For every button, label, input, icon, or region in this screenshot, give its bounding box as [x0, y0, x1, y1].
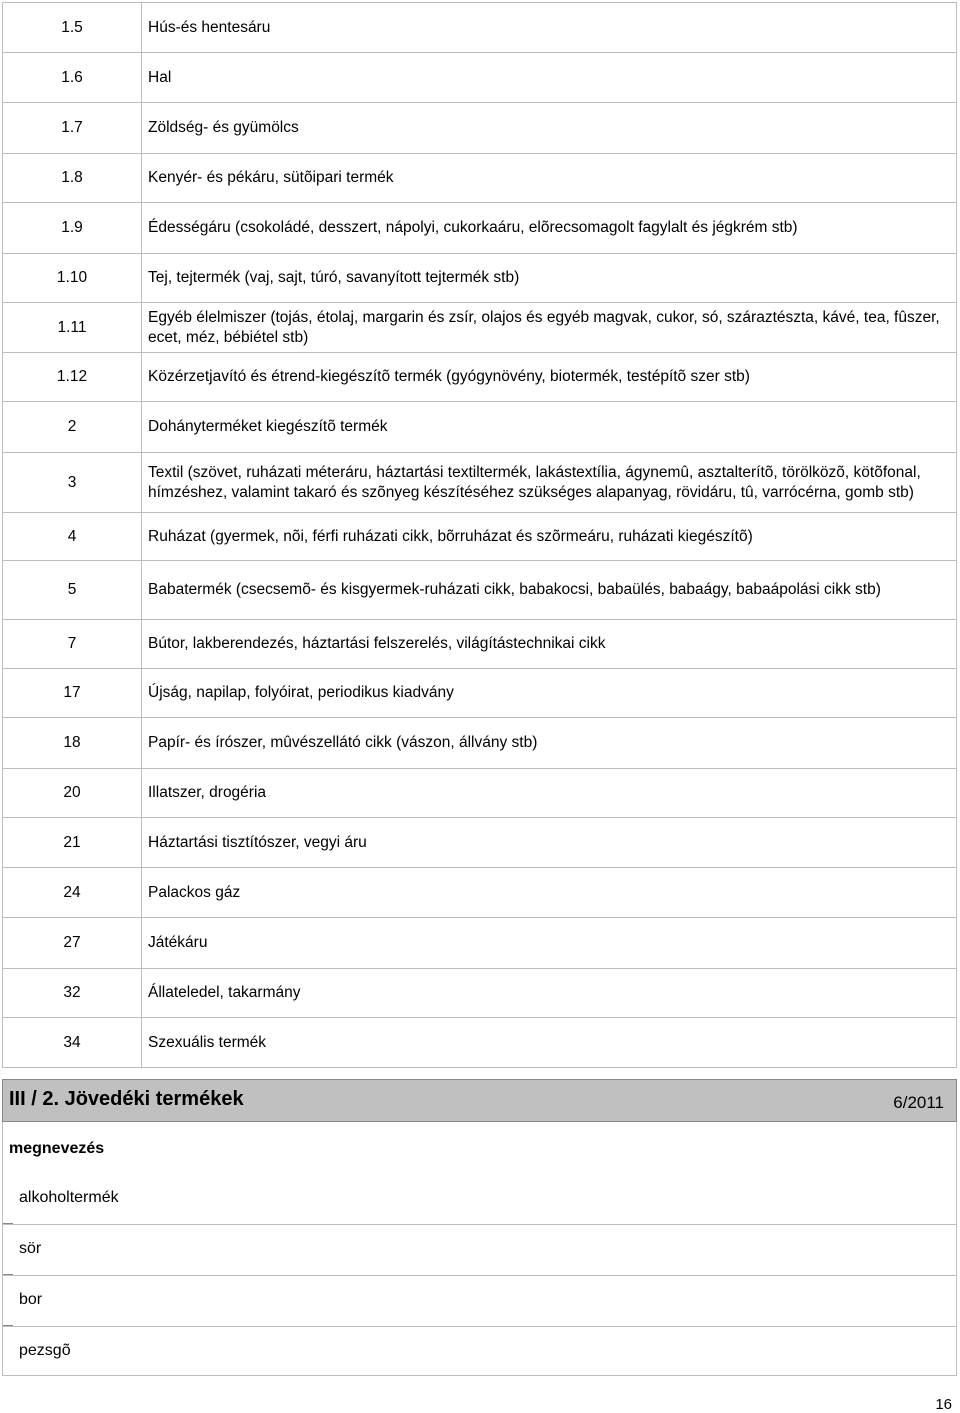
list-item — [3, 1224, 956, 1275]
table-row — [3, 53, 957, 103]
list-item-label: sör — [19, 1240, 42, 1257]
row-label: Babatermék (csecsemõ- és kisgyermek-ruházati cikk, babakocsi, babaülés, babaágy, babaápolási cikk stb) — [142, 561, 957, 620]
list-item-label: pezsgõ — [19, 1342, 71, 1359]
row-code: 1.6 — [3, 53, 142, 103]
row-code: 4 — [3, 513, 142, 561]
table-row — [3, 769, 957, 818]
row-marker — [3, 1325, 13, 1326]
row-code: 1.10 — [3, 254, 142, 303]
table-row — [3, 203, 957, 254]
table-row — [3, 353, 957, 402]
row-code: 24 — [3, 868, 142, 918]
table-row — [3, 103, 957, 154]
table-row — [3, 1018, 957, 1068]
table-row — [3, 818, 957, 868]
row-label: Ruházat (gyermek, nõi, férfi ruházati cikk, bõrruházat és szõrmeáru, ruházati kiegészítõ) — [142, 513, 957, 561]
row-code: 1.9 — [3, 203, 142, 254]
row-label: Háztartási tisztítószer, vegyi áru — [142, 818, 957, 868]
row-code: 3 — [3, 453, 142, 513]
table-row — [3, 303, 957, 353]
row-code: 27 — [3, 918, 142, 969]
row-label: Játékáru — [142, 918, 957, 969]
excise-products-list — [2, 1174, 957, 1376]
row-label: Illatszer, drogéria — [142, 769, 957, 818]
row-label: Kenyér- és pékáru, sütõipari termék — [142, 154, 957, 203]
table-row — [3, 868, 957, 918]
page-number: 16 — [935, 1396, 952, 1413]
row-code: 20 — [3, 769, 142, 818]
table-row — [3, 154, 957, 203]
row-label: Édességáru (csokoládé, desszert, nápolyi, cukorkaáru, elõrecsomagolt fagylalt és jégkrém stb) — [142, 203, 957, 254]
column-header-row — [2, 1122, 957, 1174]
row-code: 32 — [3, 969, 142, 1018]
table-row — [3, 254, 957, 303]
row-code: 7 — [3, 620, 142, 669]
table-row — [3, 513, 957, 561]
row-label: Szexuális termék — [142, 1018, 957, 1068]
product-category-table — [2, 2, 957, 1068]
section-header-bar — [2, 1079, 957, 1122]
row-marker — [3, 1274, 13, 1275]
row-label: Tej, tejtermék (vaj, sajt, túró, savanyított tejtermék stb) — [142, 254, 957, 303]
table-row — [3, 969, 957, 1018]
table-row — [3, 918, 957, 969]
row-code: 1.11 — [3, 303, 142, 353]
row-label: Bútor, lakberendezés, háztartási felszerelés, világítástechnikai cikk — [142, 620, 957, 669]
row-code: 17 — [3, 669, 142, 718]
list-item-label: bor — [19, 1291, 43, 1308]
list-item-label: alkoholtermék — [19, 1189, 119, 1206]
row-label: Hal — [142, 53, 957, 103]
row-label: Dohányterméket kiegészítõ termék — [142, 402, 957, 453]
row-code: 1.5 — [3, 3, 142, 53]
row-code: 21 — [3, 818, 142, 868]
row-label: Palackos gáz — [142, 868, 957, 918]
row-label: Hús-és hentesáru — [142, 3, 957, 53]
row-code: 18 — [3, 718, 142, 769]
table-row — [3, 3, 957, 53]
row-label: Állateledel, takarmány — [142, 969, 957, 1018]
row-label: Papír- és írószer, mûvészellátó cikk (vászon, állvány stb) — [142, 718, 957, 769]
column-header-label: megnevezés — [9, 1140, 105, 1157]
row-code: 5 — [3, 561, 142, 620]
table-row — [3, 561, 957, 620]
row-label: Textil (szövet, ruházati méteráru, háztartási textiltermék, lakástextília, ágynemû, asztalterítõ, törölközõ, kötõfonal, hímzéshez, valamint takaró és szõnyeg készítéséhez szükséges alapanyag, rövidáru, tû, varrócérna, gomb stb) — [142, 453, 957, 513]
row-label: Közérzetjavító és étrend-kiegészítõ termék (gyógynövény, biotermék, testépítõ szer stb) — [142, 353, 957, 402]
row-code: 34 — [3, 1018, 142, 1068]
table-row — [3, 402, 957, 453]
row-label: Egyéb élelmiszer (tojás, étolaj, margarin és zsír, olajos és egyéb magvak, cukor, só, száraztészta, kávé, tea, fûszer, ecet, méz, bébiétel stb) — [142, 303, 957, 353]
list-item — [3, 1174, 956, 1224]
table-row — [3, 620, 957, 669]
list-item — [3, 1326, 956, 1377]
row-code: 1.8 — [3, 154, 142, 203]
table-row — [3, 453, 957, 513]
row-label: Zöldség- és gyümölcs — [142, 103, 957, 154]
table-row — [3, 718, 957, 769]
section-code: 6/2011 — [893, 1093, 944, 1112]
row-code: 2 — [3, 402, 142, 453]
table-row — [3, 669, 957, 718]
list-item — [3, 1275, 956, 1326]
row-marker — [3, 1223, 13, 1224]
section-title: III / 2. Jövedéki termékek — [9, 1088, 244, 1110]
row-code: 1.12 — [3, 353, 142, 402]
row-code: 1.7 — [3, 103, 142, 154]
row-label: Újság, napilap, folyóirat, periodikus kiadvány — [142, 669, 957, 718]
